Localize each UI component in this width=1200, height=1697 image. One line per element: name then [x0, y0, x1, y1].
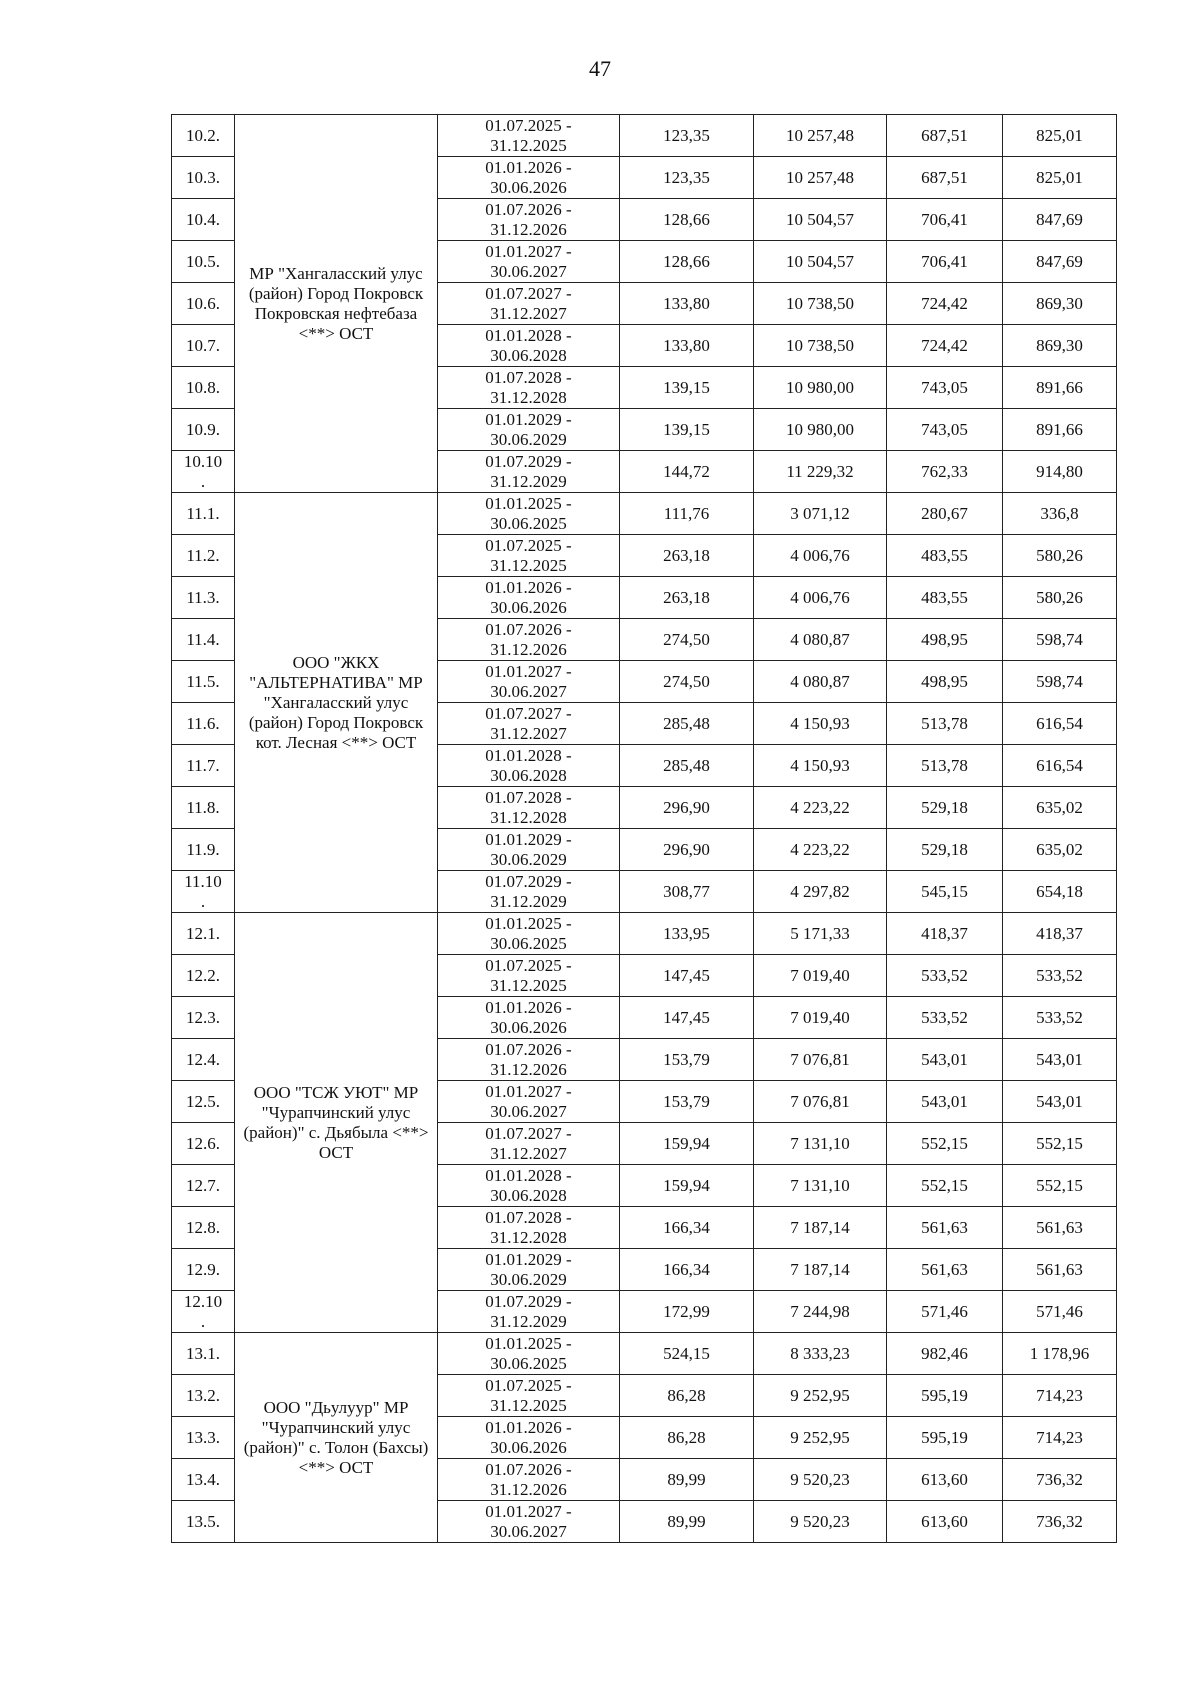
value-v4: 847,69 [1003, 241, 1117, 283]
period-line: 31.12.2026 [490, 1479, 567, 1499]
value-v3: 724,42 [887, 283, 1003, 325]
period-line: 31.12.2025 [490, 1395, 567, 1415]
value-v2: 3 071,12 [754, 493, 887, 535]
table-row [172, 913, 1117, 955]
period-cell [438, 409, 620, 451]
period-line: 01.01.2027 - [485, 1081, 572, 1101]
period-cell [438, 241, 620, 283]
value-v2: 7 131,10 [754, 1165, 887, 1207]
value-v1: 159,94 [620, 1123, 754, 1165]
value-v2: 4 297,82 [754, 871, 887, 913]
row-number: 11.3. [172, 577, 235, 619]
value-v1: 89,99 [620, 1459, 754, 1501]
period-line: 31.12.2027 [490, 303, 567, 323]
value-v4: 635,02 [1003, 829, 1117, 871]
period-cell [438, 619, 620, 661]
period-line: 30.06.2027 [490, 1521, 567, 1541]
value-v1: 285,48 [620, 703, 754, 745]
row-number-line: . [200, 1311, 206, 1331]
value-v3: 706,41 [887, 199, 1003, 241]
period-line: 01.07.2025 - [485, 1375, 572, 1395]
period-cell [438, 1417, 620, 1459]
period-line: 01.07.2025 - [485, 535, 572, 555]
period-line: 01.01.2028 - [485, 1165, 572, 1185]
row-number-line: 11.10 [184, 871, 222, 891]
row-number: 11.7. [172, 745, 235, 787]
organization-name: ООО "ЖКХ "АЛЬТЕРНАТИВА" МР "Хангаласский улус (район) Город Покровск кот. Лесная <**> ОСТ [235, 493, 438, 913]
value-v2: 7 076,81 [754, 1039, 887, 1081]
value-v2: 8 333,23 [754, 1333, 887, 1375]
row-number: 11.2. [172, 535, 235, 577]
period-cell [438, 1081, 620, 1123]
period-cell [438, 1333, 620, 1375]
value-v1: 147,45 [620, 997, 754, 1039]
value-v3: 706,41 [887, 241, 1003, 283]
value-v1: 524,15 [620, 1333, 754, 1375]
period-cell [438, 703, 620, 745]
row-number: 10.2. [172, 115, 235, 157]
period-line: 01.07.2028 - [485, 367, 572, 387]
period-line: 31.12.2028 [490, 1227, 567, 1247]
period-line: 01.01.2026 - [485, 1417, 572, 1437]
period-line: 01.07.2029 - [485, 871, 572, 891]
period-cell [438, 199, 620, 241]
value-v1: 166,34 [620, 1207, 754, 1249]
value-v1: 111,76 [620, 493, 754, 535]
value-v3: 498,95 [887, 619, 1003, 661]
period-line: 01.01.2025 - [485, 493, 572, 513]
period-line: 01.07.2027 - [485, 283, 572, 303]
value-v2: 4 006,76 [754, 577, 887, 619]
period-cell [438, 1459, 620, 1501]
period-cell [438, 997, 620, 1039]
row-number-line: . [200, 891, 206, 911]
period-line: 30.06.2026 [490, 177, 567, 197]
value-v1: 144,72 [620, 451, 754, 493]
value-v2: 11 229,32 [754, 451, 887, 493]
value-v2: 7 131,10 [754, 1123, 887, 1165]
row-number: 10.5. [172, 241, 235, 283]
value-v3: 513,78 [887, 703, 1003, 745]
value-v3: 982,46 [887, 1333, 1003, 1375]
value-v2: 10 257,48 [754, 157, 887, 199]
row-number: 12.1. [172, 913, 235, 955]
value-v3: 483,55 [887, 577, 1003, 619]
value-v1: 263,18 [620, 577, 754, 619]
value-v4: 914,80 [1003, 451, 1117, 493]
value-v4: 891,66 [1003, 409, 1117, 451]
value-v3: 543,01 [887, 1039, 1003, 1081]
period-cell [438, 283, 620, 325]
value-v2: 4 080,87 [754, 619, 887, 661]
value-v4: 571,46 [1003, 1291, 1117, 1333]
value-v1: 133,80 [620, 325, 754, 367]
period-cell [438, 157, 620, 199]
period-line: 01.01.2025 - [485, 1333, 572, 1353]
value-v4: 598,74 [1003, 619, 1117, 661]
period-line: 01.07.2027 - [485, 1123, 572, 1143]
period-cell [438, 1375, 620, 1417]
period-cell [438, 1165, 620, 1207]
value-v3: 613,60 [887, 1459, 1003, 1501]
row-number: 11.5. [172, 661, 235, 703]
value-v4: 418,37 [1003, 913, 1117, 955]
value-v4: 616,54 [1003, 703, 1117, 745]
row-number: 10.9. [172, 409, 235, 451]
value-v1: 296,90 [620, 787, 754, 829]
table-body [172, 115, 1117, 1543]
organization-name: ООО "ТСЖ УЮТ" МР "Чурапчинский улус (район)" с. Дьябыла <**> ОСТ [235, 913, 438, 1333]
period-line: 01.01.2025 - [485, 913, 572, 933]
value-v1: 172,99 [620, 1291, 754, 1333]
value-v1: 153,79 [620, 1081, 754, 1123]
value-v4: 714,23 [1003, 1375, 1117, 1417]
value-v2: 4 080,87 [754, 661, 887, 703]
row-number: 12.2. [172, 955, 235, 997]
value-v1: 128,66 [620, 199, 754, 241]
value-v2: 9 252,95 [754, 1417, 887, 1459]
value-v2: 9 520,23 [754, 1501, 887, 1543]
row-number: 11.9. [172, 829, 235, 871]
period-line: 01.07.2027 - [485, 703, 572, 723]
period-cell [438, 1039, 620, 1081]
period-line: 01.07.2026 - [485, 1039, 572, 1059]
value-v4: 543,01 [1003, 1039, 1117, 1081]
value-v1: 285,48 [620, 745, 754, 787]
value-v2: 10 738,50 [754, 283, 887, 325]
value-v4: 891,66 [1003, 367, 1117, 409]
table-row [172, 493, 1117, 535]
row-number: 10.7. [172, 325, 235, 367]
row-number: 12.3. [172, 997, 235, 1039]
value-v4: 336,8 [1003, 493, 1117, 535]
organization-name: МР "Хангаласский улус (район) Город Покровск Покровская нефтебаза <**> ОСТ [235, 115, 438, 493]
period-line: 01.07.2025 - [485, 115, 572, 135]
row-number: 12.6. [172, 1123, 235, 1165]
value-v1: 128,66 [620, 241, 754, 283]
value-v3: 595,19 [887, 1375, 1003, 1417]
value-v1: 133,95 [620, 913, 754, 955]
value-v2: 7 076,81 [754, 1081, 887, 1123]
organization-name: ООО "Дьулуур" МР "Чурапчинский улус (район)" с. Толон (Бахсы) <**> ОСТ [235, 1333, 438, 1543]
value-v2: 7 244,98 [754, 1291, 887, 1333]
period-line: 01.07.2029 - [485, 451, 572, 471]
period-line: 31.12.2029 [490, 471, 567, 491]
period-line: 01.01.2026 - [485, 997, 572, 1017]
value-v2: 4 223,22 [754, 787, 887, 829]
value-v2: 10 504,57 [754, 241, 887, 283]
value-v3: 418,37 [887, 913, 1003, 955]
value-v3: 529,18 [887, 829, 1003, 871]
value-v2: 9 520,23 [754, 1459, 887, 1501]
row-number: 10.8. [172, 367, 235, 409]
value-v2: 7 187,14 [754, 1207, 887, 1249]
period-line: 31.12.2029 [490, 891, 567, 911]
value-v4: 616,54 [1003, 745, 1117, 787]
period-line: 30.06.2025 [490, 933, 567, 953]
row-number-line: 10.10 [183, 451, 223, 471]
period-line: 01.07.2029 - [485, 1291, 572, 1311]
value-v1: 274,50 [620, 661, 754, 703]
value-v2: 10 257,48 [754, 115, 887, 157]
period-line: 01.01.2027 - [485, 241, 572, 261]
period-cell [438, 1501, 620, 1543]
period-cell [438, 1249, 620, 1291]
period-cell [438, 451, 620, 493]
value-v4: 825,01 [1003, 115, 1117, 157]
value-v1: 296,90 [620, 829, 754, 871]
period-line: 01.07.2028 - [485, 787, 572, 807]
value-v4: 847,69 [1003, 199, 1117, 241]
value-v1: 159,94 [620, 1165, 754, 1207]
period-cell [438, 871, 620, 913]
period-line: 01.07.2028 - [485, 1207, 572, 1227]
value-v2: 4 223,22 [754, 829, 887, 871]
value-v1: 263,18 [620, 535, 754, 577]
value-v1: 89,99 [620, 1501, 754, 1543]
page-number: 47 [589, 56, 611, 81]
value-v1: 123,35 [620, 157, 754, 199]
row-number: 13.4. [172, 1459, 235, 1501]
value-v3: 687,51 [887, 157, 1003, 199]
value-v1: 153,79 [620, 1039, 754, 1081]
period-line: 01.01.2027 - [485, 661, 572, 681]
value-v2: 9 252,95 [754, 1375, 887, 1417]
period-line: 30.06.2028 [490, 765, 567, 785]
row-number [172, 1291, 235, 1333]
period-line: 30.06.2025 [490, 513, 567, 533]
value-v3: 724,42 [887, 325, 1003, 367]
value-v2: 4 150,93 [754, 745, 887, 787]
period-cell [438, 115, 620, 157]
value-v3: 743,05 [887, 409, 1003, 451]
row-number-line: 12.10 [183, 1291, 223, 1311]
value-v3: 687,51 [887, 115, 1003, 157]
period-cell [438, 955, 620, 997]
period-line: 31.12.2025 [490, 975, 567, 995]
value-v1: 86,28 [620, 1375, 754, 1417]
period-line: 31.12.2026 [490, 219, 567, 239]
period-cell [438, 745, 620, 787]
row-number: 12.4. [172, 1039, 235, 1081]
value-v3: 498,95 [887, 661, 1003, 703]
period-line: 31.12.2026 [490, 1059, 567, 1079]
value-v2: 7 019,40 [754, 955, 887, 997]
period-line: 30.06.2027 [490, 681, 567, 701]
row-number: 13.3. [172, 1417, 235, 1459]
value-v2: 10 504,57 [754, 199, 887, 241]
period-line: 30.06.2028 [490, 345, 567, 365]
period-cell [438, 787, 620, 829]
value-v3: 543,01 [887, 1081, 1003, 1123]
row-number: 11.1. [172, 493, 235, 535]
value-v3: 561,63 [887, 1249, 1003, 1291]
value-v2: 10 980,00 [754, 409, 887, 451]
value-v4: 561,63 [1003, 1249, 1117, 1291]
value-v4: 598,74 [1003, 661, 1117, 703]
value-v1: 123,35 [620, 115, 754, 157]
value-v2: 5 171,33 [754, 913, 887, 955]
period-line: 31.12.2025 [490, 555, 567, 575]
tariff-table [171, 114, 1117, 1543]
value-v2: 4 150,93 [754, 703, 887, 745]
row-number: 12.9. [172, 1249, 235, 1291]
period-cell [438, 829, 620, 871]
row-number: 12.5. [172, 1081, 235, 1123]
period-cell [438, 1123, 620, 1165]
value-v3: 545,15 [887, 871, 1003, 913]
value-v4: 635,02 [1003, 787, 1117, 829]
period-line: 30.06.2025 [490, 1353, 567, 1373]
row-number: 10.3. [172, 157, 235, 199]
row-number [172, 451, 235, 493]
value-v3: 483,55 [887, 535, 1003, 577]
period-line: 01.01.2026 - [485, 157, 572, 177]
period-line: 31.12.2027 [490, 723, 567, 743]
value-v4: 561,63 [1003, 1207, 1117, 1249]
row-number: 12.7. [172, 1165, 235, 1207]
value-v4: 533,52 [1003, 955, 1117, 997]
value-v1: 86,28 [620, 1417, 754, 1459]
period-line: 01.01.2026 - [485, 577, 572, 597]
value-v2: 7 187,14 [754, 1249, 887, 1291]
period-line: 30.06.2026 [490, 597, 567, 617]
period-line: 01.01.2029 - [485, 1249, 572, 1269]
period-line: 30.06.2029 [490, 1269, 567, 1289]
value-v3: 613,60 [887, 1501, 1003, 1543]
period-cell [438, 367, 620, 409]
value-v4: 736,32 [1003, 1501, 1117, 1543]
period-line: 01.01.2029 - [485, 829, 572, 849]
row-number [172, 871, 235, 913]
value-v3: 513,78 [887, 745, 1003, 787]
period-line: 31.12.2026 [490, 639, 567, 659]
value-v2: 4 006,76 [754, 535, 887, 577]
value-v4: 1 178,96 [1003, 1333, 1117, 1375]
value-v1: 139,15 [620, 409, 754, 451]
row-number: 13.1. [172, 1333, 235, 1375]
period-line: 30.06.2029 [490, 429, 567, 449]
value-v3: 743,05 [887, 367, 1003, 409]
period-line: 01.01.2027 - [485, 1501, 572, 1521]
value-v2: 10 738,50 [754, 325, 887, 367]
value-v1: 133,80 [620, 283, 754, 325]
value-v3: 552,15 [887, 1165, 1003, 1207]
period-line: 31.12.2027 [490, 1143, 567, 1163]
value-v1: 166,34 [620, 1249, 754, 1291]
value-v1: 274,50 [620, 619, 754, 661]
value-v1: 139,15 [620, 367, 754, 409]
row-number: 10.4. [172, 199, 235, 241]
value-v3: 280,67 [887, 493, 1003, 535]
row-number: 11.6. [172, 703, 235, 745]
value-v3: 571,46 [887, 1291, 1003, 1333]
table-row [172, 1333, 1117, 1375]
period-line: 30.06.2026 [490, 1437, 567, 1457]
table-row [172, 115, 1117, 157]
value-v4: 552,15 [1003, 1165, 1117, 1207]
value-v2: 10 980,00 [754, 367, 887, 409]
value-v3: 529,18 [887, 787, 1003, 829]
value-v4: 580,26 [1003, 577, 1117, 619]
value-v4: 543,01 [1003, 1081, 1117, 1123]
value-v4: 580,26 [1003, 535, 1117, 577]
value-v1: 308,77 [620, 871, 754, 913]
period-cell [438, 493, 620, 535]
period-line: 01.07.2026 - [485, 199, 572, 219]
period-line: 01.07.2026 - [485, 619, 572, 639]
period-line: 30.06.2026 [490, 1017, 567, 1037]
period-line: 01.01.2029 - [485, 409, 572, 429]
value-v4: 533,52 [1003, 997, 1117, 1039]
value-v3: 762,33 [887, 451, 1003, 493]
value-v4: 736,32 [1003, 1459, 1117, 1501]
period-cell [438, 1207, 620, 1249]
period-cell [438, 325, 620, 367]
value-v1: 147,45 [620, 955, 754, 997]
value-v3: 561,63 [887, 1207, 1003, 1249]
value-v3: 552,15 [887, 1123, 1003, 1165]
value-v4: 552,15 [1003, 1123, 1117, 1165]
period-line: 01.07.2025 - [485, 955, 572, 975]
row-number-line: . [200, 471, 206, 491]
value-v4: 869,30 [1003, 325, 1117, 367]
period-line: 31.12.2028 [490, 387, 567, 407]
row-number: 12.8. [172, 1207, 235, 1249]
period-cell [438, 577, 620, 619]
value-v2: 7 019,40 [754, 997, 887, 1039]
period-line: 01.07.2026 - [485, 1459, 572, 1479]
value-v3: 533,52 [887, 955, 1003, 997]
value-v3: 533,52 [887, 997, 1003, 1039]
period-cell [438, 535, 620, 577]
period-line: 31.12.2028 [490, 807, 567, 827]
period-line: 30.06.2027 [490, 261, 567, 281]
period-line: 31.12.2025 [490, 135, 567, 155]
value-v4: 869,30 [1003, 283, 1117, 325]
row-number: 10.6. [172, 283, 235, 325]
row-number: 13.2. [172, 1375, 235, 1417]
period-line: 30.06.2029 [490, 849, 567, 869]
period-line: 30.06.2027 [490, 1101, 567, 1121]
period-cell [438, 661, 620, 703]
period-line: 01.01.2028 - [485, 745, 572, 765]
period-cell [438, 1291, 620, 1333]
value-v3: 595,19 [887, 1417, 1003, 1459]
row-number: 11.4. [172, 619, 235, 661]
period-cell [438, 913, 620, 955]
value-v4: 825,01 [1003, 157, 1117, 199]
period-line: 30.06.2028 [490, 1185, 567, 1205]
value-v4: 654,18 [1003, 871, 1117, 913]
period-line: 31.12.2029 [490, 1311, 567, 1331]
row-number: 11.8. [172, 787, 235, 829]
value-v4: 714,23 [1003, 1417, 1117, 1459]
row-number: 13.5. [172, 1501, 235, 1543]
period-line: 01.01.2028 - [485, 325, 572, 345]
